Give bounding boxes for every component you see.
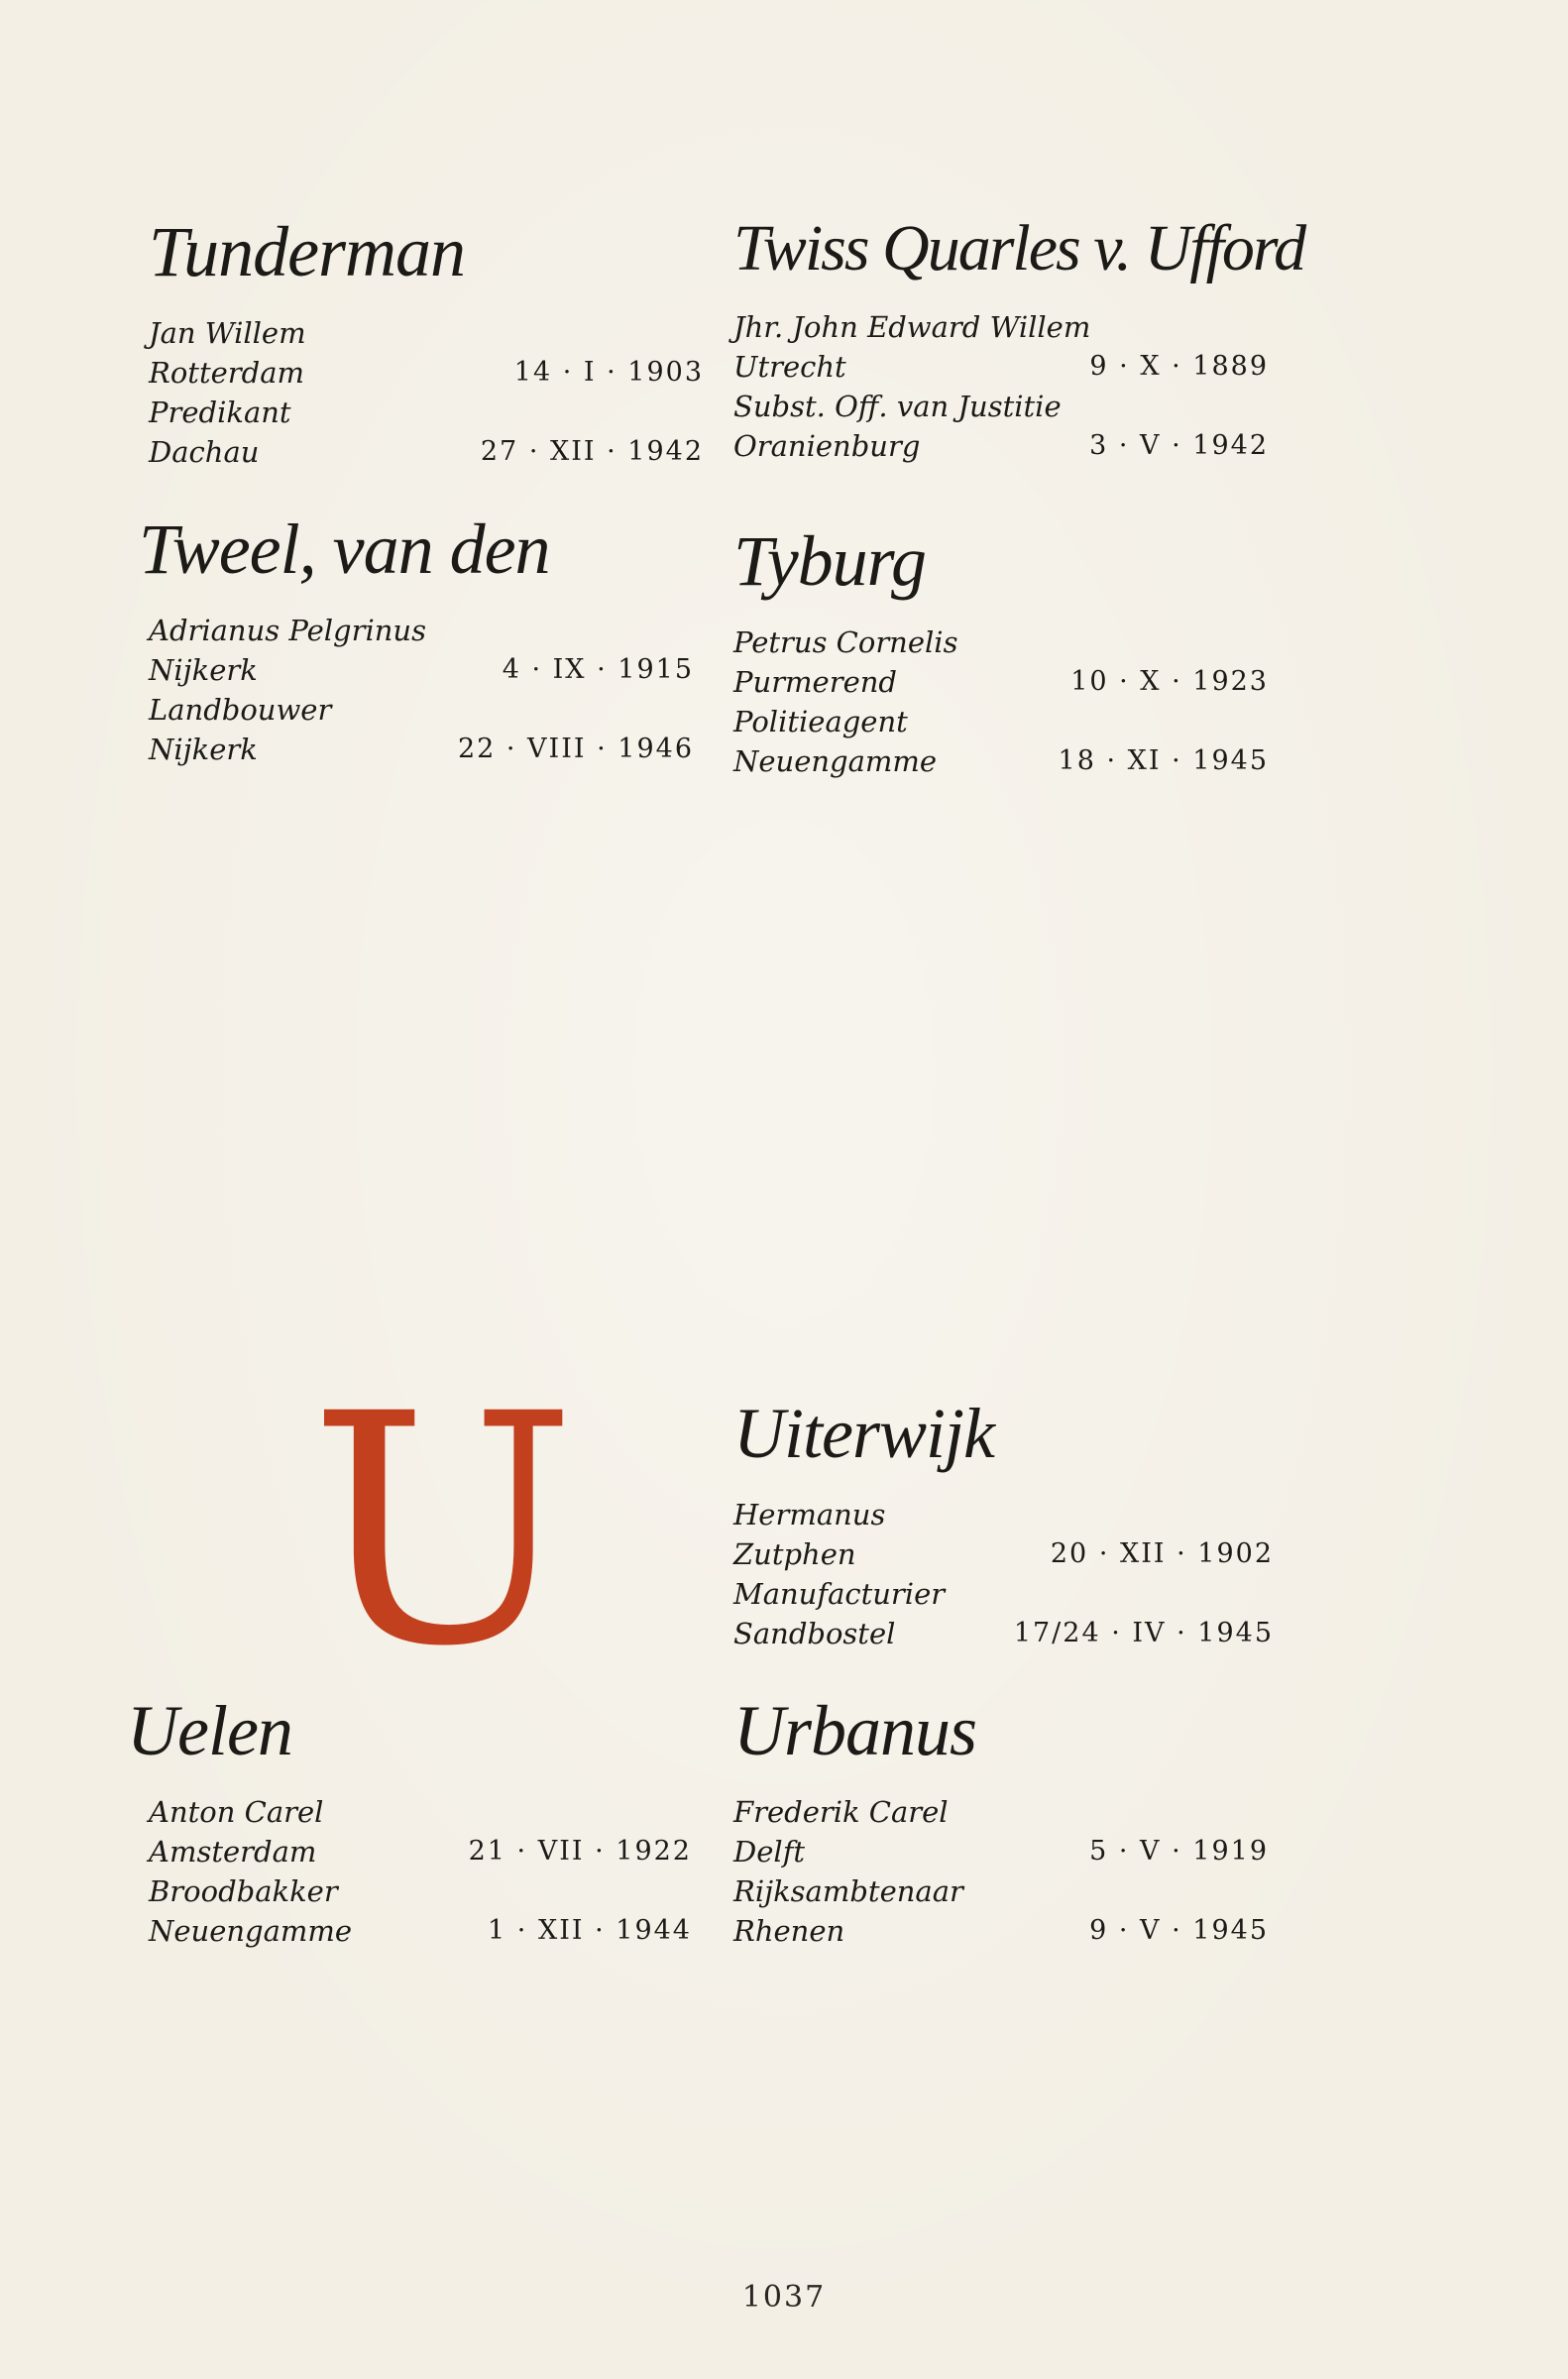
occupation: Predikant <box>149 396 291 429</box>
given-names: Anton Carel <box>149 1795 324 1829</box>
given-names: Jan Willem <box>149 316 306 350</box>
birth-row <box>733 1832 1269 1871</box>
given-names: Frederik Carel <box>733 1795 949 1829</box>
death-date: 18 · XI · 1945 <box>1058 745 1269 776</box>
given-names: Jhr. John Edward Willem <box>733 310 1091 344</box>
surname: Tunderman <box>149 212 466 291</box>
death-date: 9 · V · 1945 <box>1089 1915 1269 1946</box>
given-names-row <box>149 1792 692 1832</box>
given-names: Petrus Cornelis <box>733 625 958 659</box>
occupation-row <box>733 387 1269 426</box>
birth-place: Nijkerk <box>149 653 258 687</box>
surname: Tyburg <box>733 521 927 601</box>
occupation-row <box>733 1871 1269 1911</box>
birth-row <box>733 662 1269 702</box>
given-names-row <box>733 307 1269 347</box>
death-date: 27 · XII · 1942 <box>480 436 704 467</box>
given-names-row <box>149 611 694 650</box>
death-row <box>149 730 694 769</box>
birth-place: Zutphen <box>733 1537 856 1571</box>
birth-place: Purmerend <box>733 665 897 699</box>
surname: Uiterwijk <box>733 1394 994 1473</box>
death-date: 3 · V · 1942 <box>1089 430 1269 461</box>
birth-place: Amsterdam <box>149 1835 317 1869</box>
death-date: 1 · XII · 1944 <box>488 1915 692 1946</box>
death-date: 22 · VIII · 1946 <box>457 734 694 764</box>
given-names-row <box>149 313 704 353</box>
entry-tweel <box>139 510 694 769</box>
birth-place: Delft <box>733 1835 806 1869</box>
surname: Urbanus <box>733 1691 977 1770</box>
entry-details <box>733 1495 1274 1653</box>
occupation: Rijksambtenaar <box>733 1874 963 1908</box>
birth-row <box>149 1832 692 1871</box>
entry-uelen <box>127 1691 692 1951</box>
birth-date: 20 · XII · 1902 <box>1050 1538 1274 1569</box>
page-number: 1037 <box>741 2280 827 2315</box>
entry-details <box>733 307 1269 466</box>
occupation-row <box>733 1574 1274 1614</box>
occupation-row <box>149 690 694 730</box>
occupation-row <box>733 702 1269 741</box>
occupation: Subst. Off. van Justitie <box>733 390 1062 423</box>
death-row <box>733 426 1269 466</box>
entry-details <box>127 1792 692 1951</box>
birth-date: 21 · VII · 1922 <box>468 1836 692 1867</box>
death-place: Neuengamme <box>149 1914 353 1948</box>
given-names: Adrianus Pelgrinus <box>149 614 426 647</box>
given-names-row <box>733 1495 1274 1534</box>
death-place: Dachau <box>149 435 260 469</box>
birth-row <box>733 347 1269 387</box>
death-place: Nijkerk <box>149 733 258 766</box>
given-names: Hermanus <box>733 1498 886 1531</box>
entry-urbanus <box>733 1691 1269 1951</box>
entry-uiterwijk <box>733 1394 1274 1653</box>
birth-place: Utrecht <box>733 350 846 384</box>
surname: Uelen <box>127 1691 292 1770</box>
birth-date: 9 · X · 1889 <box>1089 351 1269 382</box>
occupation: Politieagent <box>733 705 908 738</box>
birth-date: 4 · IX · 1915 <box>502 654 694 685</box>
death-row <box>149 1911 692 1951</box>
given-names-row <box>733 1792 1269 1832</box>
occupation-row <box>149 393 704 432</box>
entry-twiss-quarles <box>733 212 1305 466</box>
birth-date: 10 · X · 1923 <box>1070 666 1269 697</box>
death-date: 17/24 · IV · 1945 <box>1013 1618 1274 1648</box>
surname: Twiss Quarles v. Ufford <box>733 212 1305 284</box>
death-place: Sandbostel <box>733 1617 896 1650</box>
death-row <box>149 432 704 472</box>
birth-place: Rotterdam <box>149 356 304 390</box>
birth-row <box>149 353 704 393</box>
entry-details <box>733 623 1269 781</box>
entry-details <box>139 611 694 769</box>
death-row <box>733 1911 1269 1951</box>
occupation: Broodbakker <box>149 1874 338 1908</box>
death-row <box>733 741 1269 781</box>
death-place: Rhenen <box>733 1914 845 1948</box>
entry-details <box>149 313 704 472</box>
decorative-initial: U <box>309 1347 577 1716</box>
entry-tyburg <box>733 521 1269 781</box>
given-names-row <box>733 623 1269 662</box>
birth-date: 5 · V · 1919 <box>1089 1836 1269 1867</box>
occupation-row <box>149 1871 692 1911</box>
occupation: Manufacturier <box>733 1577 946 1611</box>
occupation: Landbouwer <box>149 693 332 727</box>
death-place: Neuengamme <box>733 744 938 778</box>
entry-details <box>733 1792 1269 1951</box>
entry-tunderman <box>149 212 704 472</box>
birth-row <box>149 650 694 690</box>
surname: Tweel, van den <box>139 510 550 589</box>
birth-row <box>733 1534 1274 1574</box>
death-place: Oranienburg <box>733 429 921 463</box>
birth-date: 14 · I · 1903 <box>513 357 704 388</box>
death-row <box>733 1614 1274 1653</box>
